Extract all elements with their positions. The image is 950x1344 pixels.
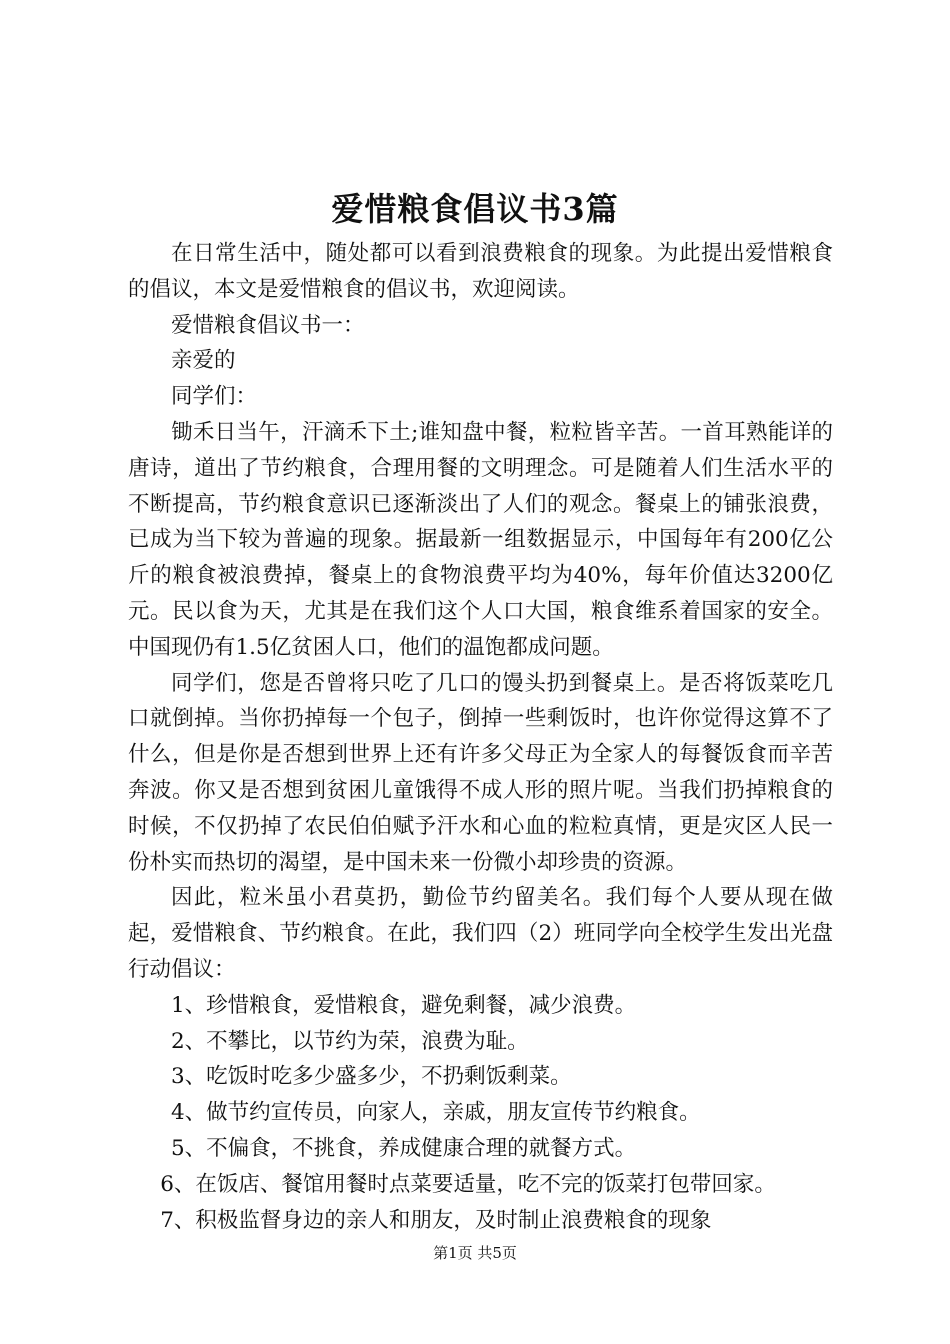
body-paragraph: 同学们，您是否曾将只吃了几口的馒头扔到餐桌上。是否将饭菜吃几口就倒掉。当你扔掉每一个包子，倒掉一些剩饭时，也许你觉得这算不了什么，但是你是否想到世界上还有许多父母正为全家人的每餐饭食而辛苦奔波。你又是否想到贫困儿童饿得不成人形的照片呢。当我们扔掉粮食的时候，不仅扔掉了农民伯伯赋予汗水和心血的粒粒真情，更是灾区人民一份朴实而热切的渴望，是中国未来一份微小却珍贵的资源。 (128, 670, 833, 875)
document-title: 爱惜粮食倡议书3篇 (331, 190, 619, 228)
list-item: 4、做节约宣传员，向家人，亲戚，朋友宣传节约粮食。 (171, 1100, 701, 1126)
list-item: 6、在饭店、餐馆用餐时点菜要适量，吃不完的饭菜打包带回家。 (160, 1171, 776, 1197)
list-item: 5、不偏食，不挑食，养成健康合理的就餐方式。 (171, 1135, 637, 1161)
salutation-line-1: 亲爱的 (171, 348, 236, 374)
page-footer: 第1页 共5页 (433, 1244, 517, 1262)
intro-paragraph: 在日常生活中，随处都可以看到浪费粮食的现象。为此提出爱惜粮食的倡议，本文是爱惜粮食的倡议书，欢迎阅读。 (128, 241, 833, 302)
body-paragraph: 因此，粒米虽小君莫扔，勤俭节约留美名。我们每个人要从现在做起，爱惜粮食、节约粮食。在此，我们四（2）班同学向全校学生发出光盘行动倡议： (128, 885, 833, 982)
body-paragraph: 锄禾日当午，汗滴禾下土;谁知盘中餐，粒粒皆辛苦。一首耳熟能详的唐诗，道出了节约粮食，合理用餐的文明理念。可是随着人们生活水平的不断提高，节约粮食意识已逐渐淡出了人们的观念。餐桌上的铺张浪费，已成为当下较为普遍的现象。据最新一组数据显示，中国每年有200亿公斤的粮食被浪费掉，餐桌上的食物浪费平均为40%，每年价值达3200亿元。民以食为天，尤其是在我们这个人口大国，粮食维系着国家的安全。中国现仍有1.5亿贫困人口，他们的温饱都成问题。 (128, 419, 833, 660)
list-item: 2、不攀比，以节约为荣，浪费为耻。 (171, 1028, 529, 1054)
document-body (128, 236, 833, 1238)
salutation-line-2: 同学们： (171, 384, 258, 410)
section-heading: 爱惜粮食倡议书一： (171, 312, 365, 338)
list-item: 3、吃饭时吃多少盛多少，不扔剩饭剩菜。 (171, 1064, 572, 1090)
list-item: 1、珍惜粮食，爱惜粮食，避免剩餐，减少浪费。 (171, 992, 637, 1018)
list-item: 7、积极监督身边的亲人和朋友，及时制止浪费粮食的现象 (160, 1207, 712, 1233)
